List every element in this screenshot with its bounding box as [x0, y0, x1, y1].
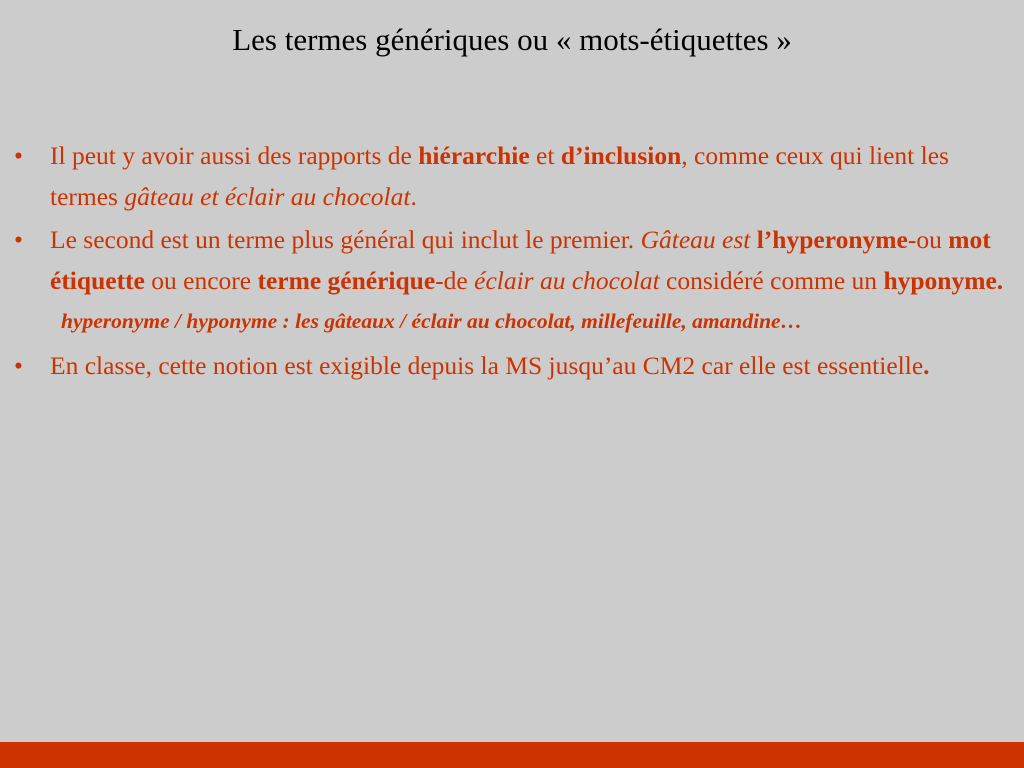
bold-term-hyponyme: hyponyme.: [883, 266, 1004, 295]
italic-gateau-est: Gâteau est: [640, 225, 751, 254]
text-run: Il peut y avoir aussi des rapports de: [50, 141, 419, 170]
bullet-dot: •: [14, 141, 23, 170]
text-run: En classe, cette notion est exigible depuis la MS jusqu’au CM2 car elle est essentielle: [50, 351, 924, 380]
bullet-dot: •: [14, 351, 23, 380]
bold-period: .: [923, 351, 930, 380]
sub-example-line: hyperonyme / hyponyme : les gâteaux / éclair au chocolat, millefeuille, amandine…: [61, 309, 803, 333]
text-run: , comme ceux qui lient les termes: [50, 141, 949, 211]
bold-term-inclusion: d’inclusion: [560, 141, 682, 170]
slide-title: Les termes génériques ou « mots-étiquettes »: [232, 22, 792, 57]
bold-term-hierarchie: hiérarchie: [418, 141, 530, 170]
bold-term-hyperonyme: l’hyperonyme: [756, 225, 908, 254]
text-run: -de: [435, 266, 475, 295]
bullet-item-hierarchy: [14, 135, 1019, 217]
text-run: .: [410, 182, 417, 211]
italic-eclair: éclair au chocolat: [474, 266, 660, 295]
slide-content: [14, 135, 1019, 388]
bullet-item-classe: [14, 345, 1019, 386]
bullet-text: [50, 219, 1019, 301]
bullet-dot: •: [14, 225, 23, 254]
text-run: Le second est un terme plus général qui inclut le premier.: [50, 225, 641, 254]
footer-bar: [0, 742, 1024, 768]
bold-term-mot-etiquette: mot étiquette: [50, 225, 991, 295]
bold-term-generique: terme générique: [257, 266, 436, 295]
bullet-text: [50, 345, 1019, 386]
text-run: ou encore: [144, 266, 258, 295]
italic-example-terms: gâteau et éclair au chocolat: [124, 182, 411, 211]
text-run: considéré comme un: [659, 266, 884, 295]
text-run: -ou: [907, 225, 949, 254]
bullet-item-hyperonyme: [14, 219, 1019, 301]
bullet-text: [50, 135, 1019, 217]
text-run: et: [529, 141, 561, 170]
